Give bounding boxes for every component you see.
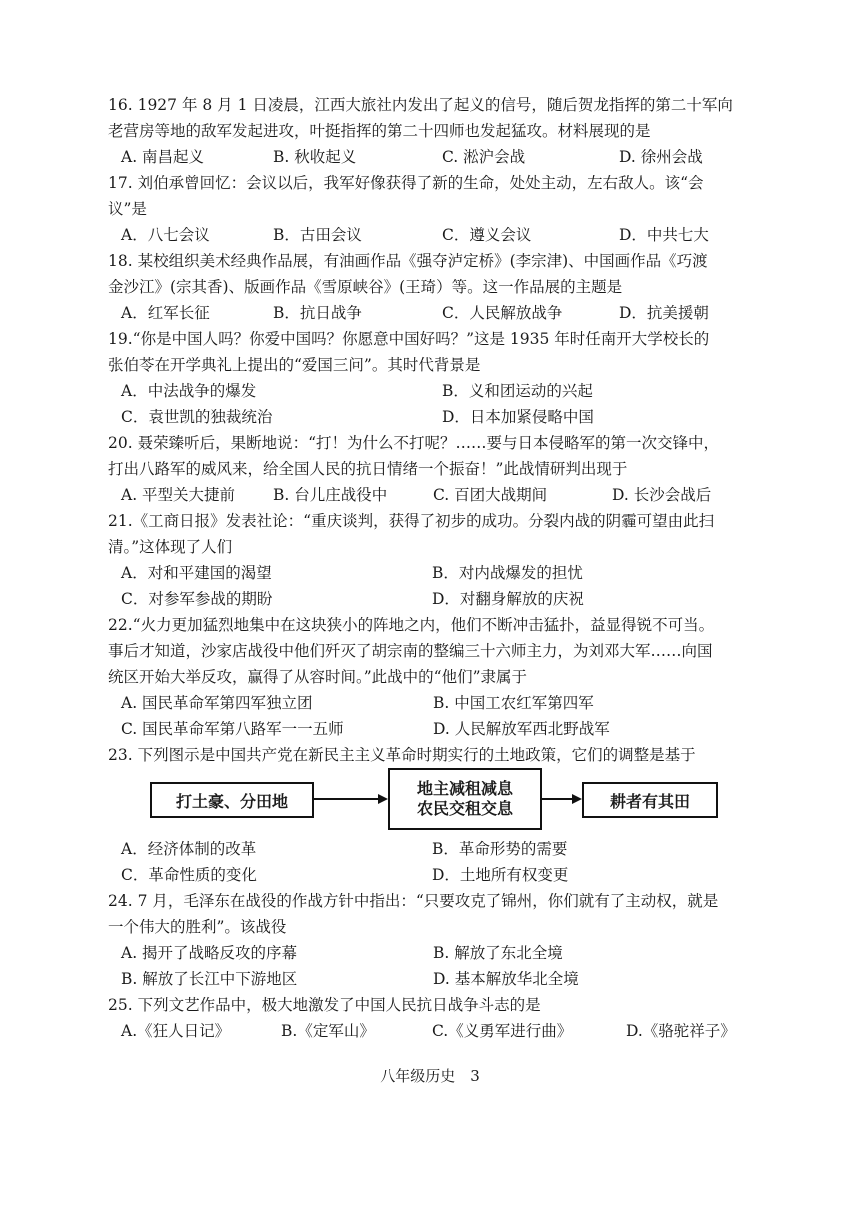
question-16-option-b: B. 秋收起义: [273, 148, 357, 166]
question-20-option-d: D. 长沙会战后: [612, 486, 712, 504]
question-21-option-b: B．对内战爆发的担忧: [432, 564, 583, 582]
land-policy-diagram: [150, 768, 720, 830]
question-18-option-a: A．红军长征: [121, 304, 210, 322]
question-23-line-1: 23. 下列图示是中国共产党在新民主主义革命时期实行的土地政策，它们的调整是基于: [108, 746, 696, 764]
question-24-option-c: B. 解放了长江中下游地区: [121, 970, 298, 988]
question-19-option-c: C．袁世凯的独裁统治: [121, 408, 273, 426]
policy-box-2-line-1: 地主减租减息: [416, 779, 513, 798]
question-19-line-2: 张伯苓在开学典礼上提出的“爱国三问”。其时代背景是: [108, 356, 481, 374]
policy-box-1: [150, 782, 314, 818]
question-18-line-1: 18. 某校组织美术经典作品展，有油画作品《强夺泸定桥》(李宗津)、中国画作品《巧渡: [108, 252, 708, 270]
question-22-line-3: 统区开始大举反攻，赢得了从容时间。”此战中的“他们”隶属于: [108, 668, 528, 686]
question-20-line-2: 打出八路军的威风来，给全国人民的抗日情绪一个振奋！”此战情研判出现于: [108, 460, 628, 478]
question-17-option-c: C．遵义会议: [442, 226, 532, 244]
question-23-option-c: C．革命性质的变化: [121, 866, 257, 884]
question-24-line-1: 24. 7 月，毛泽东在战役的作战方针中指出：“只要攻克了锦州，你们就有了主动权，就是: [108, 892, 719, 910]
question-17-option-d: D．中共七大: [619, 226, 709, 244]
question-17-option-a: A．八七会议: [121, 226, 210, 244]
question-25-option-b: B.《定军山》: [281, 1022, 375, 1040]
question-22-option-a: A. 国民革命军第四军独立团: [121, 694, 313, 712]
question-17-option-b: B．古田会议: [273, 226, 362, 244]
question-16-line-2: 老营房等地的敌军发起进攻，叶挺指挥的第二十四师也发起猛攻。材料展现的是: [108, 122, 651, 140]
question-24-option-b: B. 解放了东北全境: [433, 944, 563, 962]
question-22-option-c: C. 国民革命军第八路军一一五师: [121, 720, 344, 738]
question-25-option-c: C.《义勇军进行曲》: [432, 1022, 573, 1040]
question-21-option-c: C．对参军参战的期盼: [121, 590, 273, 608]
policy-box-2-line-2: 农民交租交息: [416, 799, 513, 818]
question-22-line-1: 22.“火力更加猛烈地集中在这块狭小的阵地之内，他们不断冲击猛扑，益显得锐不可当。: [108, 616, 715, 634]
question-17-line-2: 议”是: [108, 200, 147, 218]
policy-box-2: [388, 768, 542, 830]
question-21-option-a: A．对和平建国的渴望: [121, 564, 272, 582]
question-20-option-b: B. 台儿庄战役中: [273, 486, 388, 504]
question-18-option-d: D．抗美援朝: [619, 304, 709, 322]
question-18-option-b: B．抗日战争: [273, 304, 362, 322]
question-16-line-1: 16. 1927 年 8 月 1 日凌晨，江西大旅社内发出了起义的信号，随后贺龙指挥的第二十军向: [108, 96, 733, 114]
question-24-line-2: 一个伟大的胜利”。该战役: [108, 918, 287, 936]
question-17-line-1: 17. 刘伯承曾回忆：会议以后，我军好像获得了新的生命，处处主动，左右敌人。该“会: [108, 174, 704, 192]
question-20-option-c: C. 百团大战期间: [433, 486, 548, 504]
question-25-option-a: A.《狂人日记》: [121, 1022, 231, 1040]
question-23-option-a: A．经济体制的改革: [121, 840, 257, 858]
question-25-line-1: 25. 下列文艺作品中，极大地激发了中国人民抗日战争斗志的是: [108, 996, 541, 1014]
question-24-option-d: D. 基本解放华北全境: [433, 970, 579, 988]
question-25-option-d: D.《骆驼祥子》: [626, 1022, 736, 1040]
question-21-line-1: 21.《工商日报》发表社论：“重庆谈判，获得了初步的成功。分裂内战的阴霾可望由此扫: [108, 512, 715, 530]
question-19-option-d: D．日本加紧侵略中国: [442, 408, 594, 426]
question-23-option-b: B．革命形势的需要: [432, 840, 568, 858]
question-23-option-d: D．土地所有权变更: [432, 866, 569, 884]
arrow-1-head: [378, 794, 388, 804]
question-18-line-2: 金沙江》(宗其香)、版画作品《雪原峡谷》(王琦）等。这一作品展的主题是: [108, 278, 623, 296]
question-22-line-2: 事后才知道，沙家店战役中他们歼灭了胡宗南的整编三十六师主力，为刘邓大军……向国: [108, 642, 713, 660]
question-20-line-1: 20. 聂荣臻听后，果断地说：“打！为什么不打呢？……要与日本侵略军的第一次交锋中，: [108, 434, 720, 452]
policy-box-3: [582, 782, 718, 818]
arrow-2-head: [572, 794, 582, 804]
question-24-option-a: A. 揭开了战略反攻的序幕: [121, 944, 298, 962]
question-16-option-c: C. 淞沪会战: [442, 148, 526, 166]
question-19-option-b: B．义和团运动的兴起: [442, 382, 593, 400]
question-16-option-a: A. 南昌起义: [121, 148, 205, 166]
question-18-option-c: C．人民解放战争: [442, 304, 563, 322]
question-21-line-2: 清。”这体现了人们: [108, 538, 233, 556]
question-16-option-d: D. 徐州会战: [619, 148, 703, 166]
page-footer: 八年级历史 3: [380, 1067, 480, 1085]
policy-box-1-text: 打土豪、分田地: [175, 791, 288, 811]
question-19-option-a: A．中法战争的爆发: [121, 382, 257, 400]
question-19-line-1: 19.“你是中国人吗？你爱中国吗？你愿意中国好吗？”这是 1935 年时任南开大学校长的: [108, 330, 710, 348]
question-22-option-b: B. 中国工农红军第四军: [433, 694, 594, 712]
question-21-option-d: D．对翻身解放的庆祝: [432, 590, 584, 608]
question-22-option-d: D. 人民解放军西北野战军: [433, 720, 610, 738]
question-20-option-a: A. 平型关大捷前: [121, 486, 236, 504]
policy-box-3-text: 耕者有其田: [609, 791, 690, 811]
